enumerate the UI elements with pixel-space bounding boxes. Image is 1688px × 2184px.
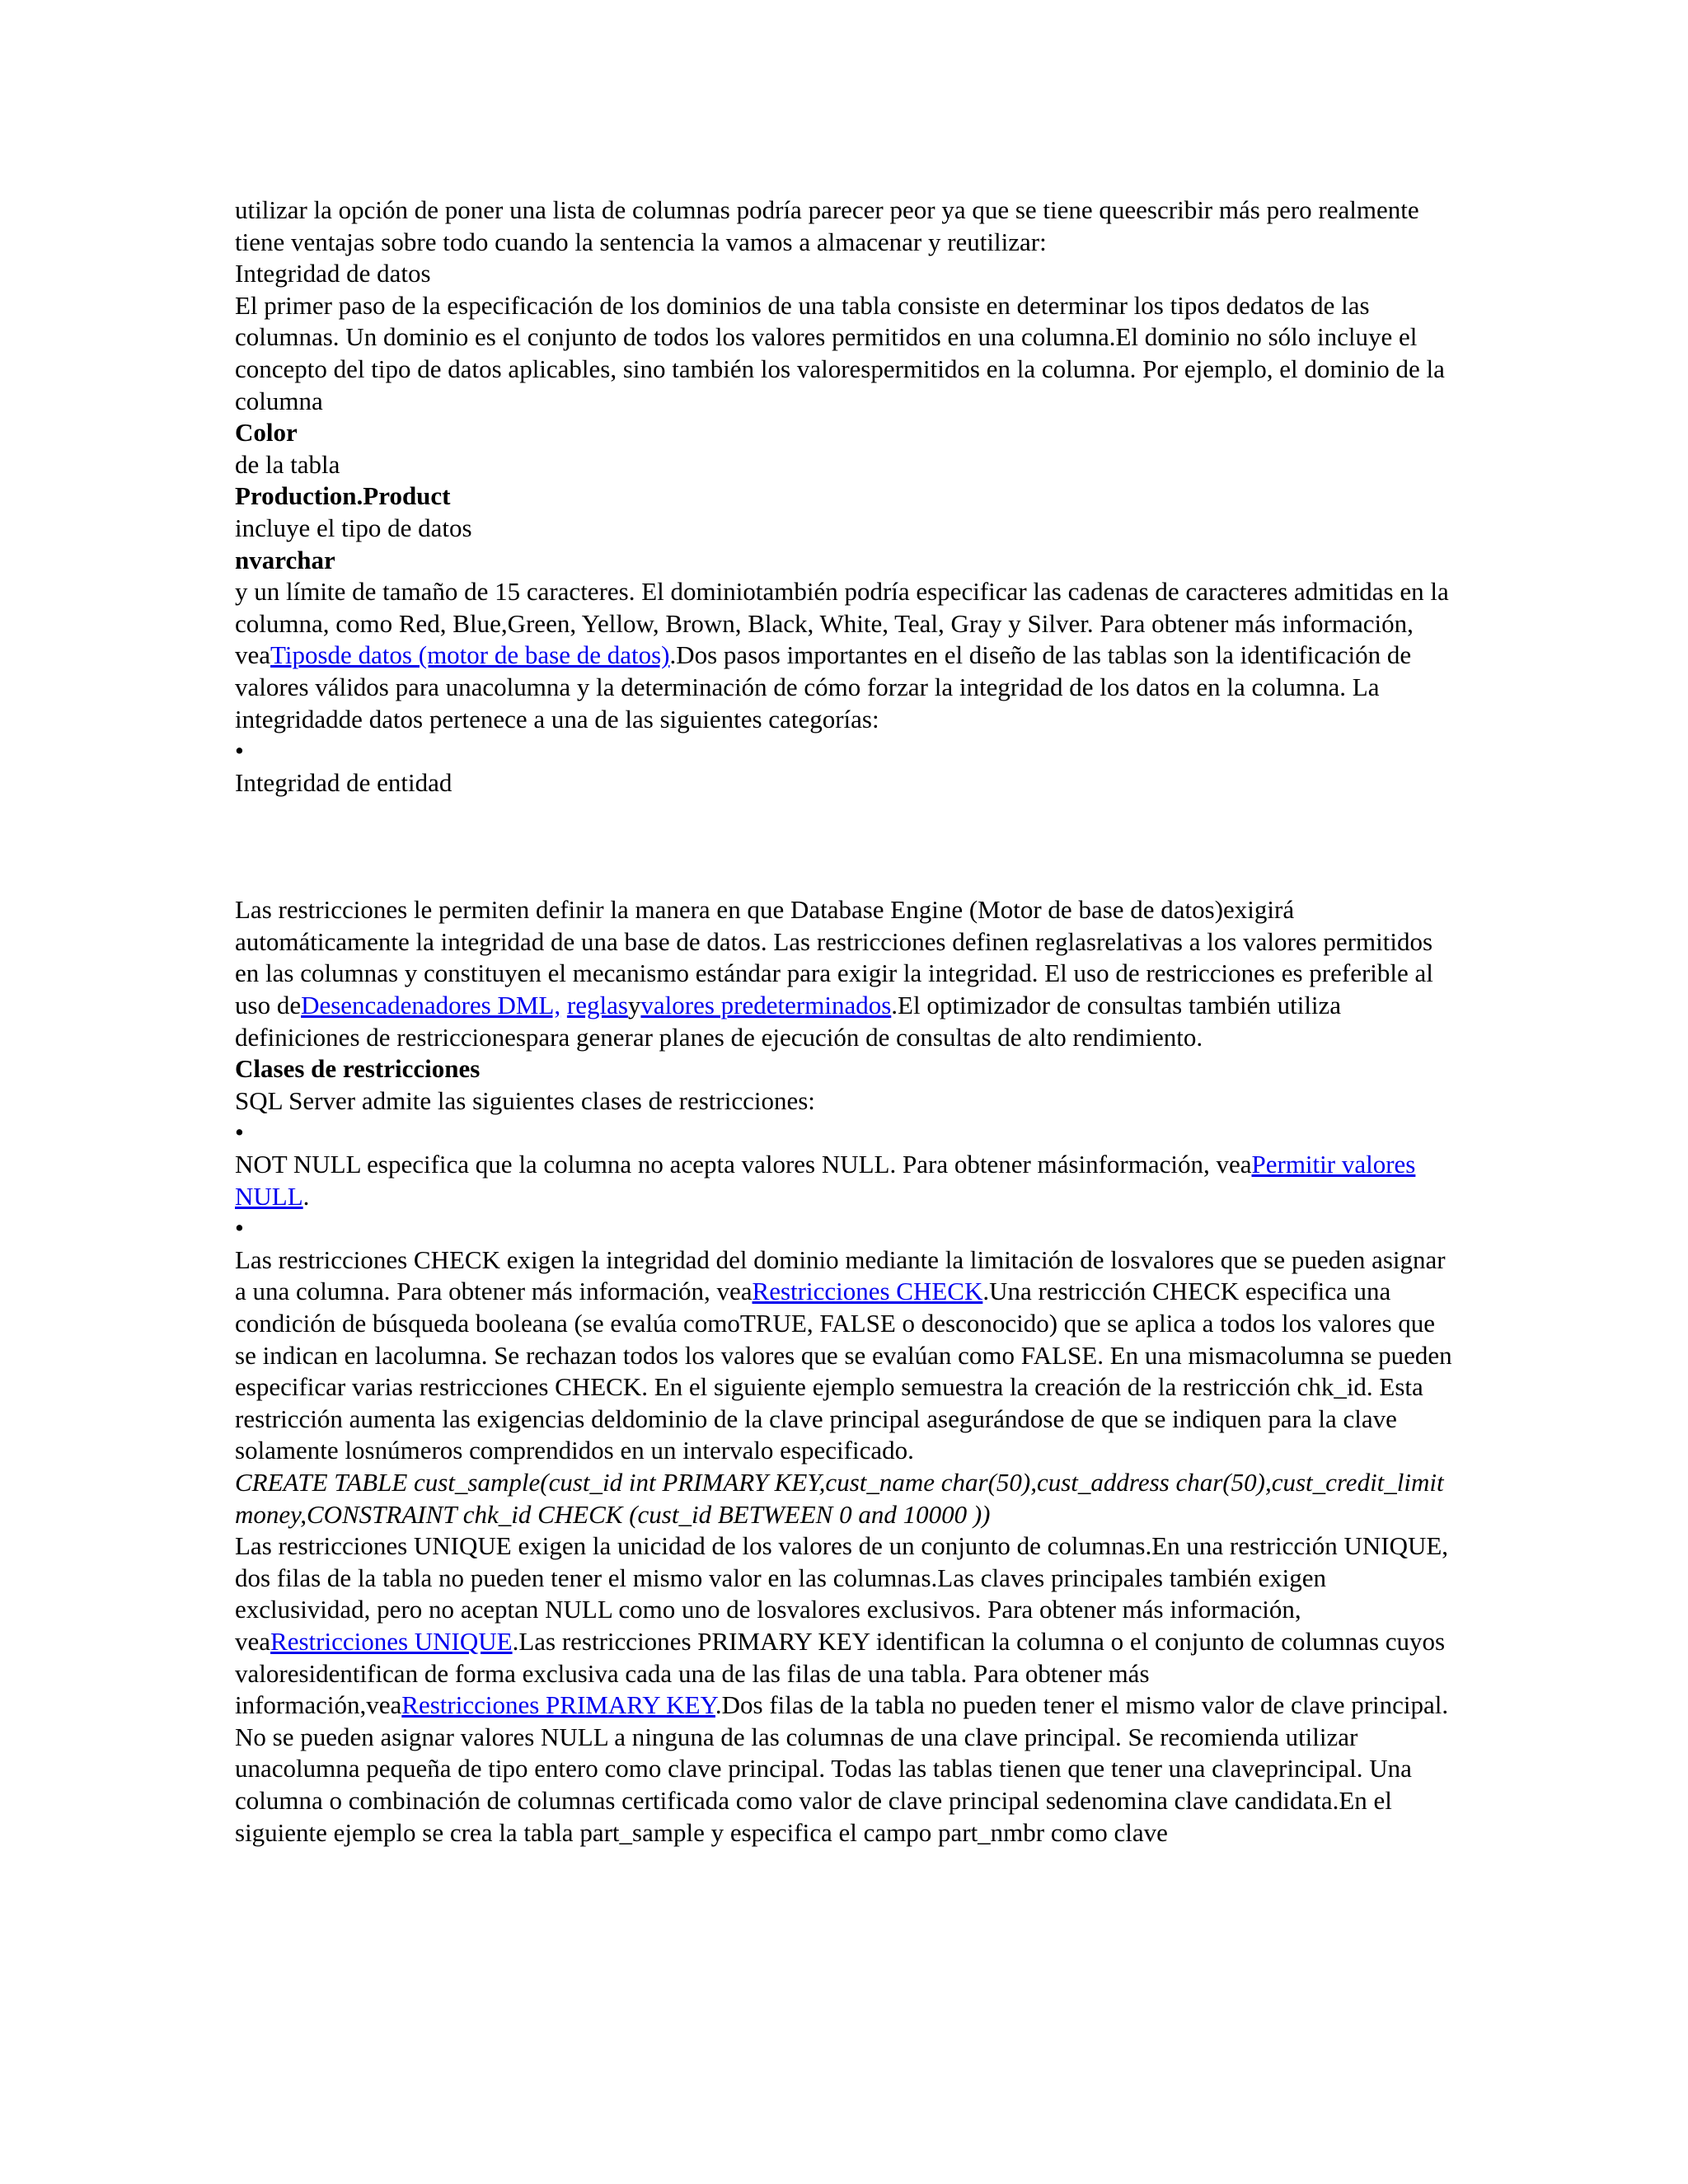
text-limite-end: .Dos pasos importantes en el diseño de las tablas son la identificación de valores válidos para unacolumna y la determinación de cómo forzar la integridad de los datos en la columna. La integridadde datos pertenece a una de las siguientes categorías:	[235, 640, 1412, 733]
page-gap	[235, 799, 1455, 894]
text-de-la-tabla: de la tabla	[235, 449, 340, 479]
text-restricciones-end: .El optimizador de consultas también utiliza definiciones de restriccionespara generar planes de ejecución de consultas de alto rendimiento.	[235, 991, 1342, 1052]
link-restricciones-unique[interactable]: Restricciones UNIQUE	[270, 1626, 513, 1656]
bullet-mark: •	[235, 1118, 244, 1147]
text-integridad-entidad: Integridad de entidad	[235, 767, 452, 797]
text-check-end: .Una restricción CHECK especifica una condición de búsqueda booleana (se evalúa comoTRUE, FALSE o desconocido) que se aplica a todos los valores que se indican en lacolumna. Se rechazan todos los valores que se evalúan como FALSE. En una mismacolumna se pueden especificar varias restricciones CHECK. En el siguiente ejemplo semuestra la creación de la restricción chk_id. Esta restricción aumenta las exigencias deldominio de la clave principal asegurándose de que se indiquen para la clave solamente losnúmeros comprendidos en un intervalo especificado.	[235, 1277, 1452, 1465]
link-desencadenadores-dml[interactable]: Desencadenadores DML,	[301, 991, 561, 1020]
paragraph-unique	[235, 1530, 1455, 1849]
text-unique-start: Las restricciones UNIQUE exigen la unicidad de los valores de un conjunto de columnas.En una restricción UNIQUE, dos filas de la tabla no pueden tener el mismo valor en las columnas.Las claves principales también exigen exclusividad, pero no aceptan NULL como uno de losvalores exclusivos. Para obtener más información, vea	[235, 1531, 1449, 1656]
link-permitir-valores-null[interactable]: Permitir valores NULL	[235, 1150, 1416, 1211]
link-valores-predeterminados[interactable]: valores predeterminados	[640, 991, 892, 1020]
text-restricciones-start: Las restricciones le permiten definir la manera en que Database Engine (Motor de base de datos)exigirá automáticamente la integridad de una base de datos. Las restricciones definen reglasrelativas a los valores permitidos en las columnas y constituyen el mecanismo estándar para exigir la integridad. El uso de restricciones es preferible al uso de	[235, 895, 1433, 1020]
paragraph-not-null	[235, 1149, 1455, 1212]
text-check-start: Las restricciones CHECK exigen la integridad del dominio mediante la limitación de losvalores que se pueden asignar a una columna. Para obtener más información, vea	[235, 1244, 1446, 1306]
link-tipos-de-datos[interactable]: Tiposde datos (motor de base de datos)	[270, 640, 670, 670]
bullet-mark: •	[235, 736, 244, 766]
code-create-table: CREATE TABLE cust_sample(cust_id int PRIMARY KEY,cust_name char(50),cust_address char(50),cust_credit_limit money,CONSTRAINT chk_id CHECK (cust_id BETWEEN 0 and 10000 ))	[235, 1467, 1444, 1529]
paragraph-restricciones	[235, 894, 1455, 1053]
text-incluye-tipo: incluye el tipo de datos	[235, 513, 472, 542]
text-unique-end: .Dos filas de la tabla no pueden tener el mismo valor de clave principal. No se pueden asignar valores NULL a ninguna de las columnas de una clave principal. Se recomienda utilizar unacolumna pequeña de tipo entero como clave principal. Todas las tablas tienen que tener una claveprincipal. Una columna o combinación de columnas certificada como valor de clave principal sedenomina clave candidata.En el siguiente ejemplo se crea la tabla part_sample y especifica el campo part_nmbr como clave	[235, 1690, 1449, 1847]
paragraph-intro: utilizar la opción de poner una lista de columnas podría parecer peor ya que se tiene queescribir más pero realmente tiene ventajas sobre todo cuando la sentencia la vamos a almacenar y reutilizar:	[235, 195, 1419, 256]
text-sql-server-admite: SQL Server admite las siguientes clases de restricciones:	[235, 1085, 815, 1115]
text-not-null-end: .	[302, 1181, 310, 1211]
heading-clases-restricciones: Clases de restricciones	[235, 1054, 481, 1084]
paragraph-limite-tamano	[235, 576, 1455, 735]
text-not-null-start: NOT NULL especifica que la columna no acepta valores NULL. Para obtener másinformación, vea	[235, 1150, 1252, 1179]
text-y: y	[627, 991, 641, 1020]
bullet-mark: •	[235, 1213, 244, 1243]
link-reglas[interactable]: reglas	[566, 991, 628, 1020]
link-restricciones-check[interactable]: Restricciones CHECK	[752, 1277, 983, 1306]
text-unique-mid: .Las restricciones PRIMARY KEY identifican la columna o el conjunto de columnas cuyos valoresidentifican de forma exclusiva cada una de las filas de una tabla. Para obtener más información,vea	[235, 1626, 1446, 1720]
text-limite-start: y un límite de tamaño de 15 caracteres. El dominiotambién podría especificar las cadenas de caracteres admitidas en la columna, como Red, Blue,Green, Yellow, Brown, Black, White, Teal, Gray y Silver. Para obtener más información, vea	[235, 577, 1449, 670]
term-color: Color	[235, 418, 298, 448]
paragraph-check	[235, 1244, 1455, 1467]
term-production-product: Production.Product	[235, 481, 451, 511]
term-nvarchar: nvarchar	[235, 545, 335, 574]
link-restricciones-primary-key[interactable]: Restricciones PRIMARY KEY	[401, 1690, 715, 1720]
heading-integridad-datos: Integridad de datos	[235, 259, 431, 288]
paragraph-dominio: El primer paso de la especificación de los dominios de una tabla consiste en determinar los tipos dedatos de las columnas. Un dominio es el conjunto de todos los valores permitidos en una columna.El dominio no sólo incluye el concepto del tipo de datos aplicables, sino también los valorespermitidos en la columna. Por ejemplo, el dominio de la columna	[235, 290, 1445, 415]
document-page	[235, 194, 1455, 1849]
